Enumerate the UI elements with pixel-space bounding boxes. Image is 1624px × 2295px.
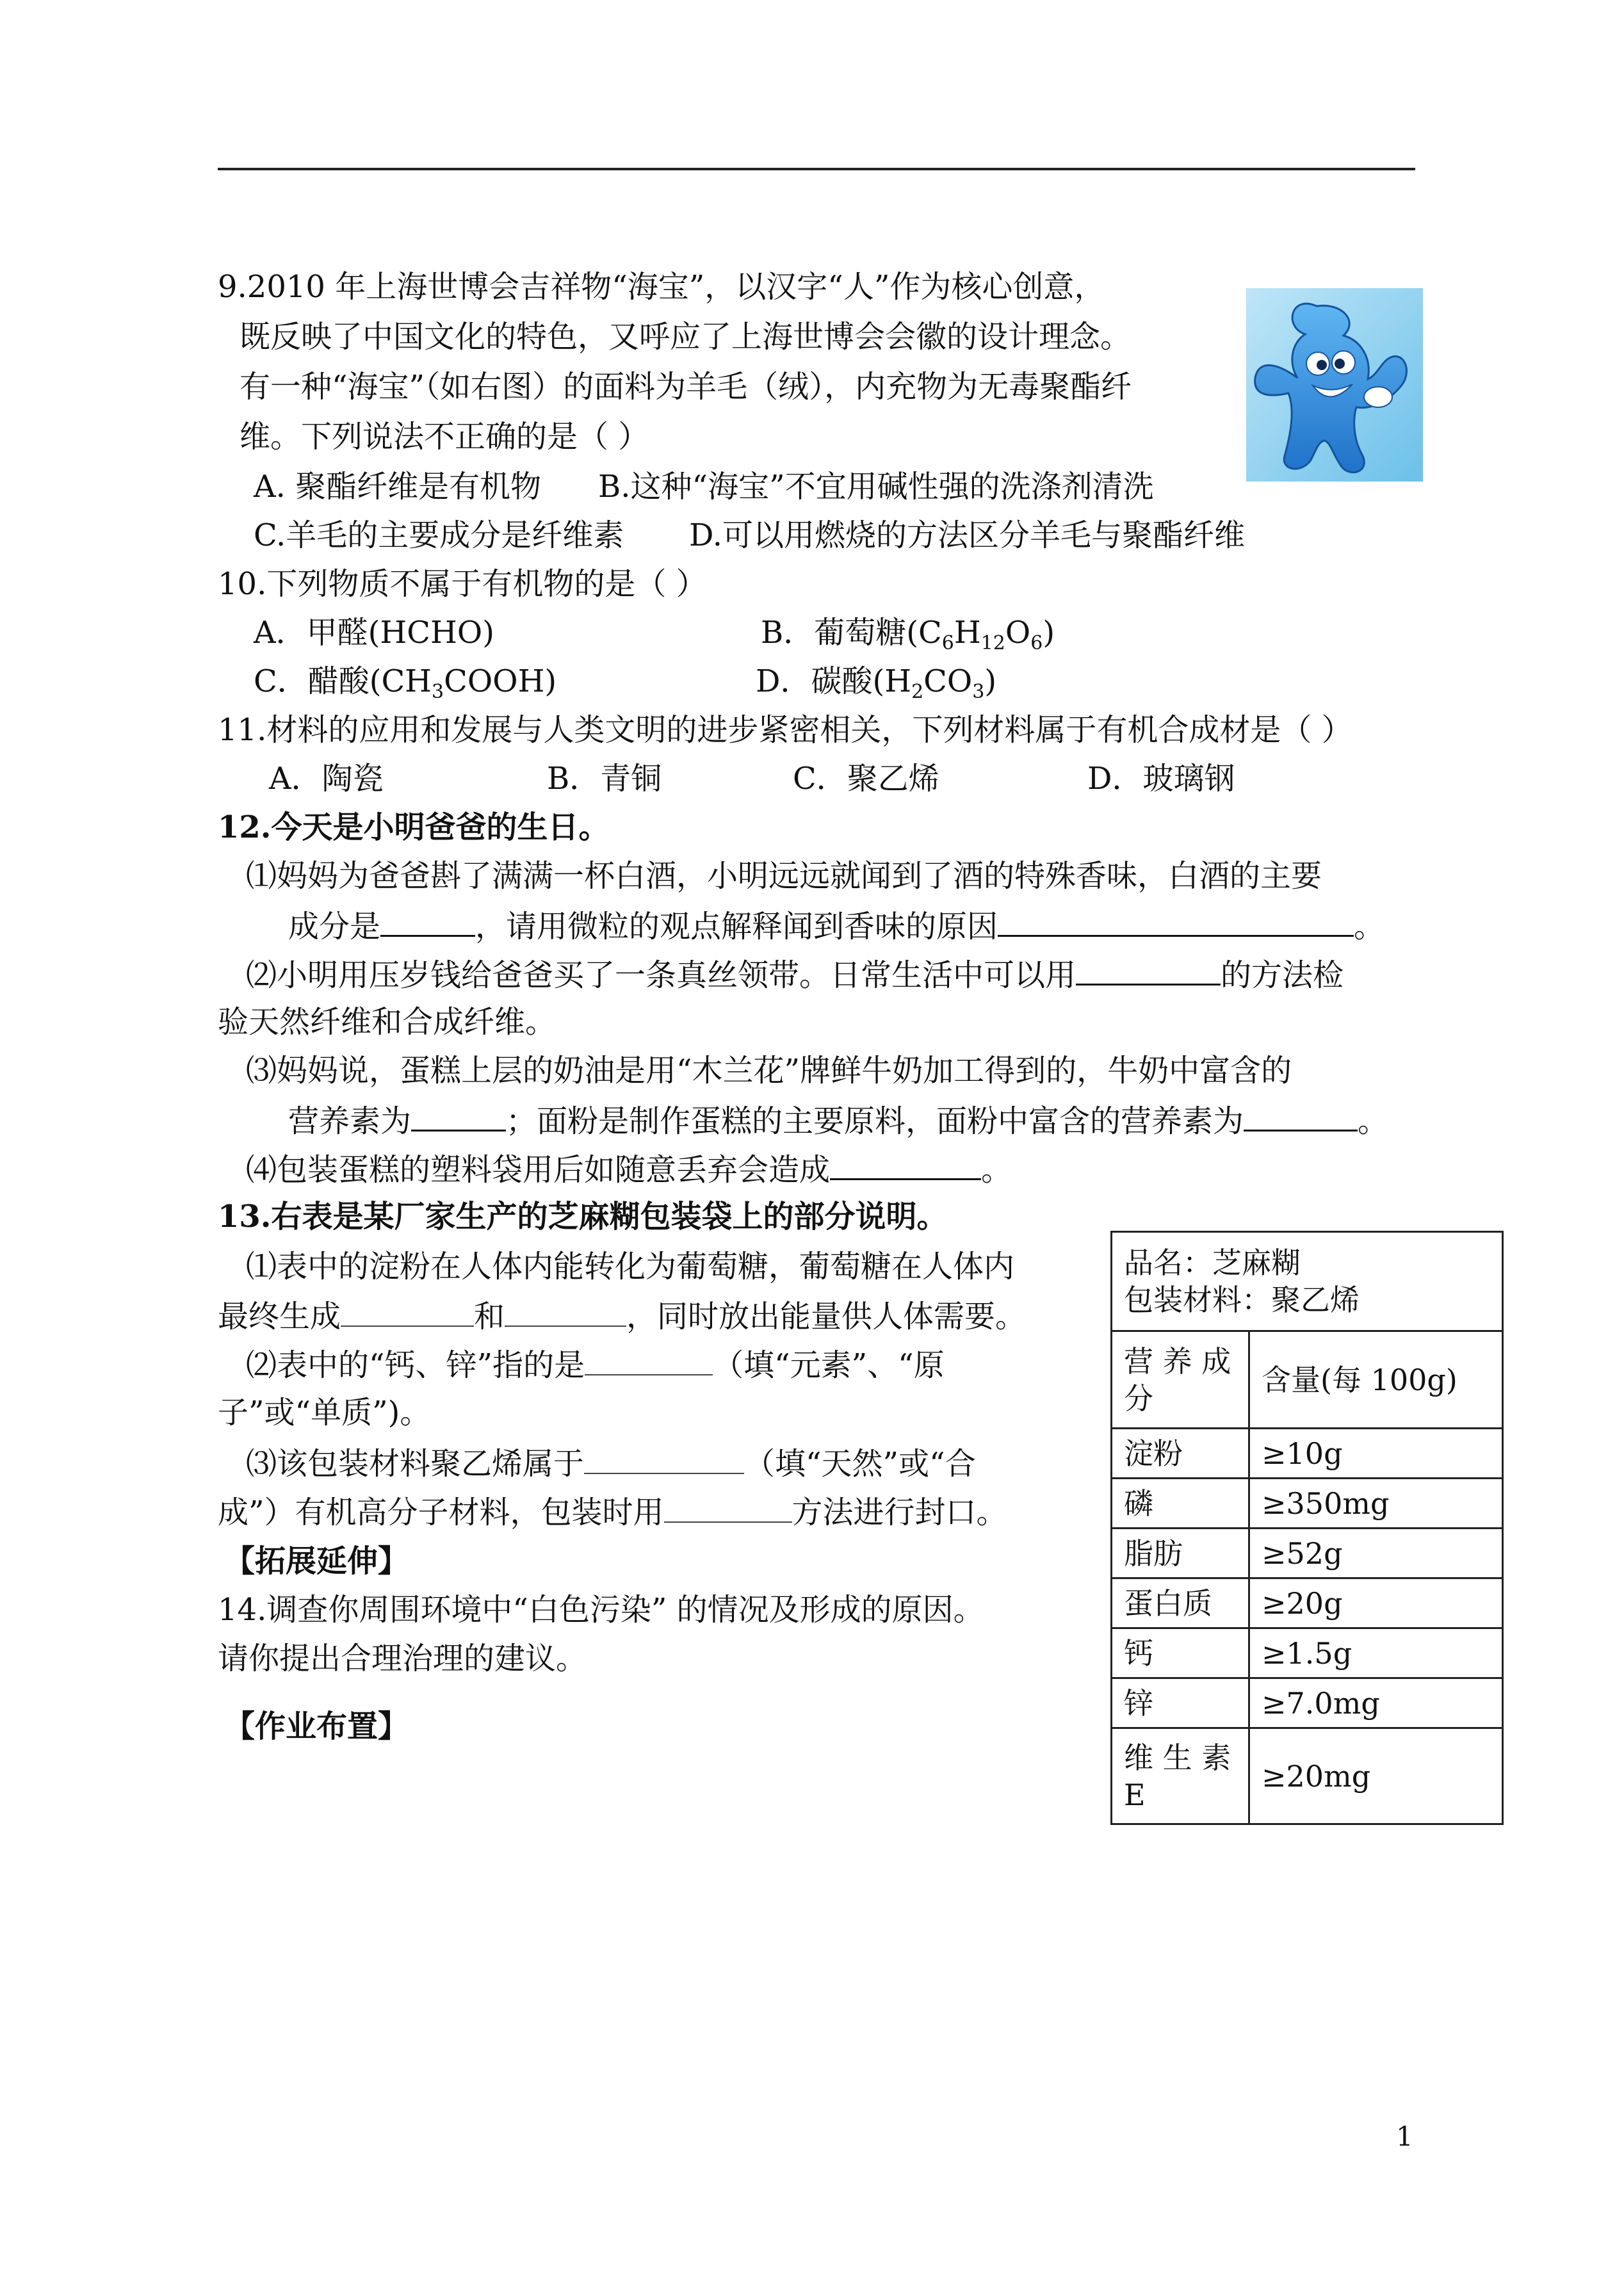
table-row (1112, 1728, 1503, 1824)
nutrient-value: ≥350mg (1249, 1479, 1503, 1529)
table-row (1112, 1678, 1503, 1728)
nutrition-table (1110, 1231, 1504, 1825)
nutrient-name: 淀粉 (1112, 1429, 1249, 1479)
product-name: 品名：芝麻糊 (1124, 1245, 1301, 1280)
answer-blank[interactable] (505, 1296, 626, 1327)
q9-option-b: B.这种“海宝”不宜用碱性强的洗涤剂清洗 (598, 469, 1154, 505)
q12-part2-line2: 验天然纤维和合成纤维。 (218, 1004, 556, 1040)
column-header-nutrient: 营 养 成 分 (1112, 1331, 1249, 1429)
answer-blank[interactable] (1076, 954, 1221, 985)
column-header-content: 含量(每 100g) (1249, 1331, 1503, 1429)
nutrient-name: 钙 (1112, 1628, 1249, 1678)
q10-stem: 10.下列物质不属于有机物的是（ ） (218, 566, 707, 602)
answer-blank[interactable] (380, 905, 475, 937)
q13-part3-line1: ⑶该包装材料聚乙烯属于 （填“天然”或“合 (246, 1443, 976, 1483)
q13-part1-line2: 最终生成 和 ，同时放出能量供人体需要。 (218, 1296, 1026, 1336)
q12-part1-line2: 成分是 ，请用微粒的观点解释闻到香味的原因 。 (288, 905, 1384, 946)
answer-blank[interactable] (411, 1100, 506, 1131)
q10-option-b: B．葡萄糖$(C_6H_{12}O_6)$ (761, 615, 1055, 654)
answer-blank[interactable] (830, 1149, 981, 1180)
table-row (1112, 1578, 1503, 1628)
nutrient-name: 蛋白质 (1112, 1578, 1249, 1628)
q13-part2-line1: ⑵表中的“钙、锌”指的是 （填“元素”、“原 (246, 1345, 945, 1384)
nutrient-value: ≥20g (1249, 1578, 1503, 1628)
section-homework: 【作业布置】 (224, 1708, 409, 1744)
q10-option-c: C．醋酸$(CH_3COOH)$ (254, 663, 557, 703)
answer-blank[interactable] (664, 1492, 792, 1523)
q12-stem: 12.今天是小明爸爸的生日。 (218, 809, 610, 845)
q11-option-a: A．陶瓷 (269, 761, 384, 797)
nutrient-name: 锌 (1112, 1678, 1249, 1728)
q9-line3: 有一种“海宝”（如右图）的面料为羊毛（绒），内充物为无毒聚酯纤 (240, 369, 1132, 405)
table-header-row (1112, 1232, 1503, 1331)
q14-line1: 14.调查你周围环境中“白色污染” 的情况及形成的原因。 (218, 1592, 984, 1628)
table-row (1112, 1529, 1503, 1578)
q9-option-d: D.可以用燃烧的方法区分羊毛与聚酯纤维 (689, 517, 1246, 553)
nutrient-value: ≥20mg (1249, 1728, 1503, 1824)
answer-blank[interactable] (998, 905, 1354, 937)
answer-blank[interactable] (341, 1296, 474, 1327)
nutrient-value: ≥1.5g (1249, 1628, 1503, 1678)
answer-blank[interactable] (584, 1443, 744, 1474)
q9-line4: 维。下列说法不正确的是（ ） (240, 419, 649, 455)
q13-part3-line2: 成”）有机高分子材料，包装时用 方法进行封口。 (218, 1492, 1007, 1532)
nutrient-name: 脂肪 (1112, 1529, 1249, 1578)
q11-option-d: D．玻璃钢 (1087, 761, 1235, 797)
nutrient-value: ≥7.0mg (1249, 1678, 1503, 1728)
nutrient-name: 维 生 素 E (1112, 1728, 1249, 1824)
q9-option-a: A. 聚酯纤维是有机物 (254, 469, 542, 505)
q9-option-c: C.羊毛的主要成分是纤维素 (254, 517, 624, 553)
q12-part2-line1: ⑵小明用压岁钱给爸爸买了一条真丝领带。日常生活中可以用 的方法检 (246, 954, 1344, 994)
table-column-header-row (1112, 1331, 1503, 1429)
q10-option-a: A．甲醛(HCHO) (254, 615, 494, 651)
nutrient-value: ≥52g (1249, 1529, 1503, 1578)
q12-part3-line1: ⑶妈妈说，蛋糕上层的奶油是用“木兰花”牌鲜牛奶加工得到的，牛奶中富含的 (246, 1053, 1292, 1089)
section-extension: 【拓展延伸】 (224, 1543, 409, 1579)
header-rule (218, 168, 1415, 170)
table-row (1112, 1628, 1503, 1678)
q10-option-d: D．碳酸$(H_2CO_3)$ (756, 663, 997, 703)
packaging-material: 包装材料：聚乙烯 (1124, 1283, 1360, 1317)
page-number: 1 (1396, 2121, 1413, 2152)
q9-line2: 既反映了中国文化的特色，又呼应了上海世博会会徽的设计理念。 (240, 319, 1132, 355)
q13-stem: 13.右表是某厂家生产的芝麻糊包装袋上的部分说明。 (218, 1199, 948, 1235)
q12-part3-line2: 营养素为 ；面粉是制作蛋糕的主要原料，面粉中富含的营养素为 。 (288, 1100, 1388, 1140)
nutrient-name: 磷 (1112, 1479, 1249, 1529)
answer-blank[interactable] (585, 1345, 713, 1375)
q14-line2: 请你提出合理治理的建议。 (218, 1641, 587, 1676)
q12-part4: ⑷包装蛋糕的塑料袋用后如随意丢弃会造成 。 (246, 1149, 1012, 1189)
table-row (1112, 1479, 1503, 1529)
q12-part1-line1: ⑴妈妈为爸爸斟了满满一杯白酒，小明远远就闻到了酒的特殊香味，白酒的主要 (246, 858, 1322, 894)
haibao-mascot-image (1246, 288, 1423, 482)
answer-blank[interactable] (1244, 1100, 1358, 1131)
nutrient-value: ≥10g (1249, 1429, 1503, 1479)
q13-part1-line1: ⑴表中的淀粉在人体内能转化为葡萄糖，葡萄糖在人体内 (246, 1249, 1015, 1285)
q11-stem: 11.材料的应用和发展与人类文明的进步紧密相关，下列材料属于有机合成材是（ ） (218, 712, 1352, 748)
q11-option-c: C．聚乙烯 (793, 761, 939, 797)
q9-line1: 9.2010 年上海世博会吉祥物“海宝”，以汉字“人”作为核心创意， (218, 269, 1105, 305)
table-row (1112, 1429, 1503, 1479)
q13-part2-line2: 子”或“单质”)。 (218, 1395, 431, 1431)
q11-option-b: B．青铜 (547, 761, 662, 797)
